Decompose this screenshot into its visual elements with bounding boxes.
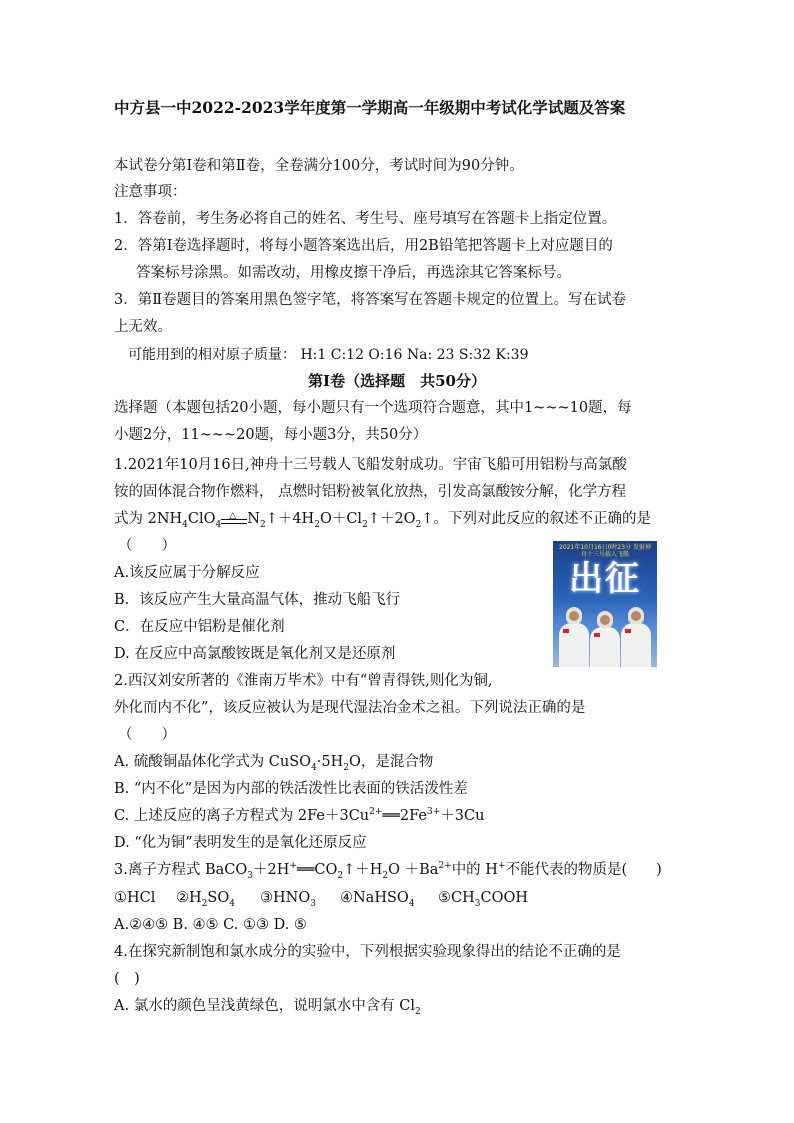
- notice-2b: 答案标号涂黑。如需改动，用橡皮擦干净后，再选涂其它答案标号。: [136, 265, 571, 281]
- q3-part: ══CO: [296, 862, 338, 878]
- q1-stem-b: 铵的固体混合物作燃料， 点燃时铝粉被氧化放热，引发高氯酸铵分解，化学方程: [114, 484, 627, 500]
- eq-part: O＋Cl: [319, 511, 363, 527]
- q3-sub: 4: [229, 898, 235, 909]
- eq-part: 式为 2NH: [114, 511, 183, 527]
- eq-sub: 4: [182, 519, 188, 530]
- q3-part: 3.离子方程式 BaCO: [114, 862, 248, 878]
- q3-item-5: [438, 890, 528, 909]
- q1-option-d: D. 在反应中高氯酸铵既是氧化剂又是还原剂: [114, 646, 396, 662]
- choice-intro-a: 选择题（本题包括20小题，每小题只有一个选项符合题意，其中1~~~10题，每: [114, 400, 632, 416]
- eq-part: N: [247, 511, 260, 527]
- eq-sub: 2: [259, 519, 266, 530]
- q3-stem: [114, 860, 662, 880]
- q3-part: 不能代表的物质是( ): [505, 862, 662, 878]
- q3-sub: 3: [247, 870, 253, 881]
- q3-sup: +: [289, 861, 297, 872]
- eq-part: ↑＋4H: [265, 511, 315, 527]
- opt-part: O，是混合物: [349, 754, 434, 770]
- notice-2a: 2．答第Ⅰ卷选择题时，将每小题答案选出后，用2B铅笔把答题卡上对应题目的: [114, 238, 613, 254]
- notice-label: 注意事项：: [114, 184, 187, 200]
- opt-part: ══2Fe: [382, 808, 427, 824]
- section-1-title: 第Ⅰ卷（选择题 共50分）: [308, 372, 486, 390]
- eq-sub: 2: [362, 519, 368, 530]
- q3-part: ＋2H: [252, 862, 290, 878]
- intro-line: 本试卷分第Ⅰ卷和第Ⅱ卷，全卷满分100分，考试时间为90分钟。: [114, 158, 524, 174]
- notice-3b: 上无效。: [114, 319, 172, 335]
- q3-sub: 2: [382, 870, 389, 881]
- opt-sub: 4: [311, 762, 317, 773]
- poster-header: 2021年10月16日0时23分 发射神舟十三号载人飞船: [559, 544, 651, 558]
- q1-equation: [114, 509, 651, 529]
- opt-part: ·5H: [316, 754, 344, 770]
- q3-part: 中的 H: [451, 862, 498, 878]
- notice-3a: 3．第Ⅱ卷题目的答案用黑色签字笔，将答案写在答题卡规定的位置上。写在试卷: [114, 292, 627, 308]
- equal-bars: [221, 519, 247, 524]
- q3-part: ②H: [176, 890, 202, 906]
- astronaut-figure: [590, 611, 620, 667]
- q3-part: ③HNO: [260, 890, 311, 906]
- q2-stem-a: 2.西汉刘安所著的《淮南万毕术》中有“曾青得铁,则化为铜,: [114, 673, 493, 689]
- q3-sub: 4: [408, 898, 415, 909]
- q2-option-d: D. “化为铜”表明发生的是氧化还原反应: [114, 835, 367, 851]
- q1-option-b: B．该反应产生大量高温气体，推动飞船飞行: [114, 592, 401, 608]
- q3-sub: 2: [201, 898, 208, 909]
- opt-part: A. 硫酸铜晶体化学式为 CuSO: [114, 754, 312, 770]
- q3-part: ④NaHSO: [340, 890, 409, 906]
- atomic-masses: 可能用到的相对原子质量： H:1 C:12 O:16 Na: 23 S:32 K:39: [128, 347, 529, 363]
- q1-stem-a: 1.2021年10月16日,神舟十三号载人飞船发射成功。宇宙飞船可用铝粉与高氯酸: [114, 457, 627, 473]
- q3-part: ↑＋H: [343, 862, 383, 878]
- opt-sub: 2: [343, 762, 350, 773]
- shenzhou-poster-image: [553, 541, 657, 667]
- q3-part: SO: [207, 890, 230, 906]
- q4-stem: 4.在探究新制饱和氯水成分的实验中，下列根据实验现象得出的结论不正确的是: [114, 944, 621, 960]
- opt-sub: 2: [415, 1006, 421, 1017]
- q3-sup: 2+: [438, 861, 452, 872]
- opt-part: ＋3Cu: [440, 808, 485, 824]
- astronaut-figure: [621, 607, 651, 667]
- q3-sub: 2: [337, 870, 344, 881]
- q2-option-b: B. “内不化”是因为内部的铁活泼性比表面的铁活泼性差: [114, 781, 468, 797]
- eq-part: ↑＋2O: [367, 511, 416, 527]
- q1-option-a: A.该反应属于分解反应: [114, 565, 260, 581]
- opt-sup: 3+: [426, 807, 441, 818]
- document-title: 中方县一中2022-2023学年度第一学期高一年级期中考试化学试题及答案: [114, 98, 626, 117]
- q3-item-4: [340, 888, 438, 908]
- heat-symbol: △: [229, 511, 237, 521]
- q4-answer-paren: ( ): [114, 971, 140, 987]
- q2-answer-paren: （ ）: [118, 727, 176, 743]
- q3-item-2: [176, 888, 260, 908]
- eq-part: ↑。下列对此反应的叙述不正确的是: [421, 511, 651, 527]
- notice-1: 1．答卷前，考生务必将自己的姓名、考生号、座号填写在答题卡上指定位置。: [114, 211, 617, 227]
- q3-items: [114, 888, 528, 908]
- heat-arrow: [221, 512, 247, 526]
- q2-option-c: [114, 806, 484, 826]
- eq-sub: 2: [415, 519, 422, 530]
- eq-sub: 2: [314, 519, 320, 530]
- q2-option-a: [114, 752, 433, 772]
- opt-part: A. 氯水的颜色呈浅黄绿色，说明氯水中含有 Cl: [114, 998, 416, 1014]
- eq-sub: 4: [215, 519, 222, 530]
- q3-part: ⑤CH: [438, 890, 475, 906]
- eq-part: ClO: [187, 511, 216, 527]
- q4-option-a: [114, 996, 421, 1016]
- q1-option-c: C．在反应中铝粉是催化剂: [114, 619, 285, 635]
- q1-answer-paren: （ ）: [118, 538, 176, 554]
- q3-item-3: [260, 888, 340, 908]
- q3-sub: 3: [310, 898, 316, 909]
- q3-answer-choices: A.②④⑤ B. ④⑤ C. ①③ D. ⑤: [114, 917, 307, 933]
- opt-sup: 2+: [369, 807, 383, 818]
- q3-sup: +: [497, 861, 506, 872]
- choice-intro-b: 小题2分，11~~~20题，每小题3分，共50分）: [114, 427, 428, 443]
- q3-part: O ＋Ba: [388, 862, 439, 878]
- q3-sub: 3: [474, 898, 481, 909]
- poster-title: 出征: [569, 559, 641, 599]
- q2-stem-b: 外化而内不化”，该反应被认为是现代湿法冶金术之祖。下列说法正确的是: [114, 700, 586, 716]
- astronaut-figure: [559, 607, 589, 667]
- q3-part: COOH: [480, 890, 528, 906]
- q3-item-1: ①HCl: [114, 890, 156, 906]
- opt-part: C. 上述反应的离子方程式为 2Fe＋3Cu: [114, 808, 370, 824]
